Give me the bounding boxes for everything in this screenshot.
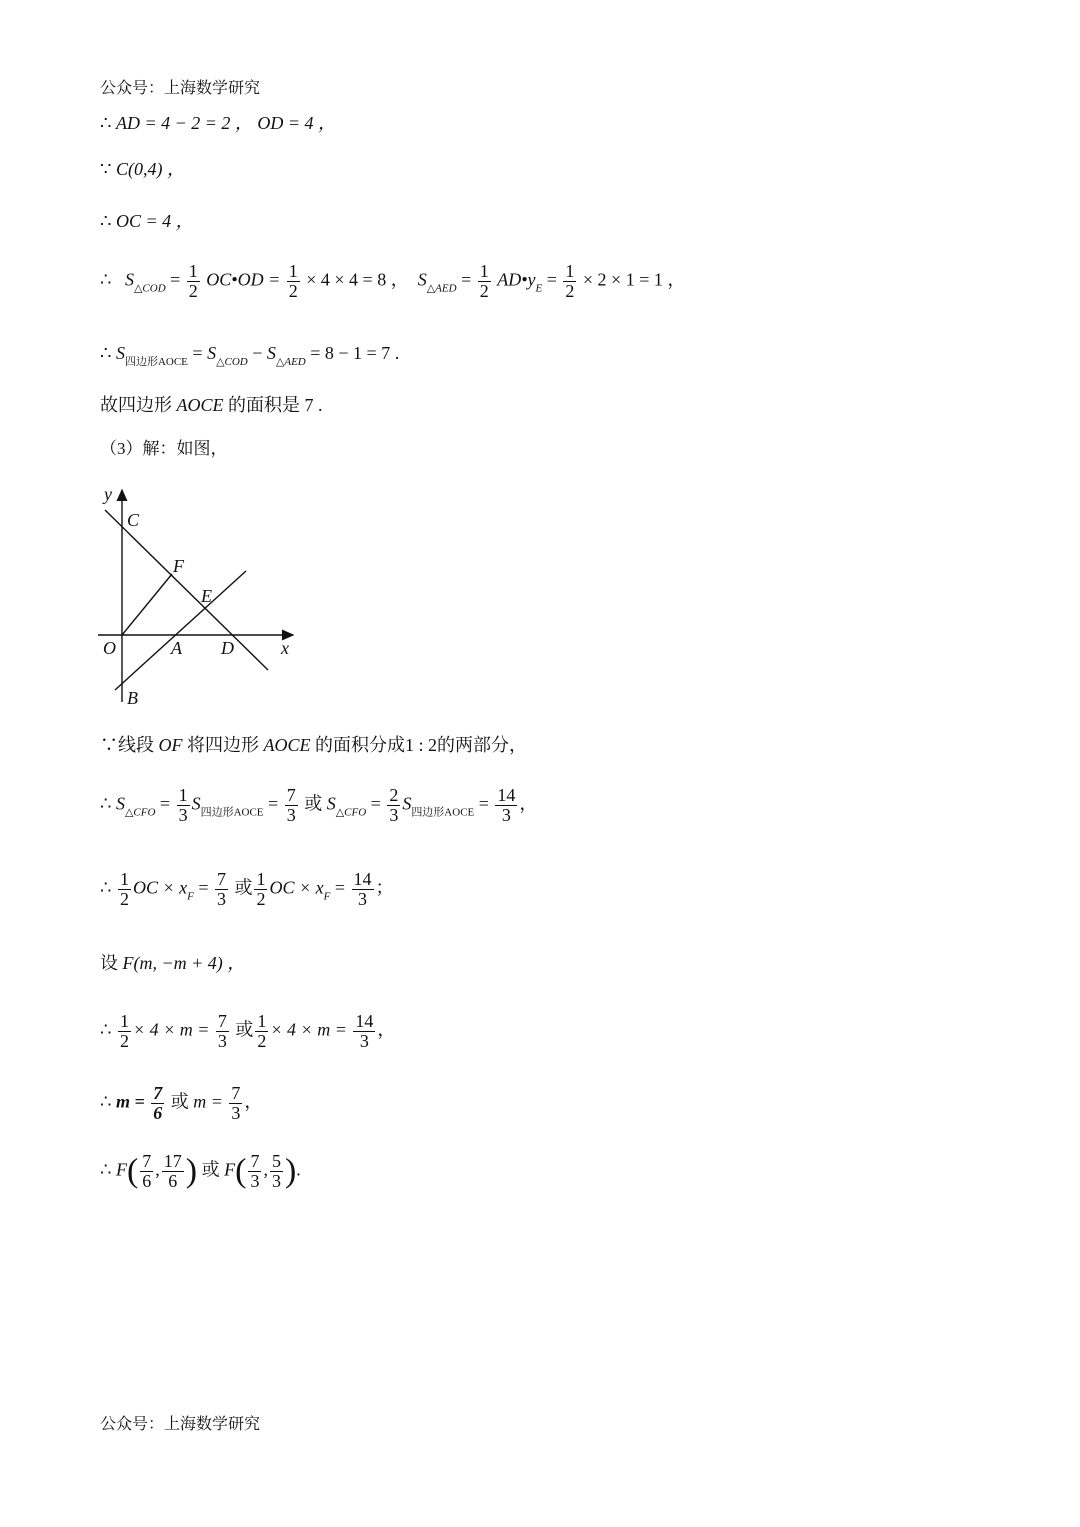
line-oc-xf: ∴ $\frac{1}{2}$ OC × $x_F$ = $\frac{7}{3}$ 或 $\frac{1}{2}$ OC × $x_F$ = $\frac{14}{3}$ ； xyxy=(100,869,394,909)
line-ad-od: ∴ AD = 4 − 2 = 2 ， OD = 4 ， xyxy=(100,113,337,133)
line-area-cod-aed: ∴ $S_{\triangle COD}$ = $\frac{1}{2}$ OC•OD = $\frac{1}{2}$ × 4 × 4 = 8 ， $S_{\triangle AED}$ = $\frac{1}{2}$ $AD•y_E$ = $\frac{1}{2}$ × 2 × 1 = 1 ， xyxy=(100,261,686,301)
line-solve-m: ∴ $\frac{1}{2}$ × 4 × m = $\frac{7}{3}$ 或 $\frac{1}{2}$ × 4 × m = $\frac{14}{3}$ ， xyxy=(100,1011,396,1051)
line-cd xyxy=(105,510,268,670)
label-a: A xyxy=(171,638,182,658)
label-e: E xyxy=(201,586,212,606)
label-o: O xyxy=(103,638,116,658)
fraction: $\frac{7}{3}$ xyxy=(216,869,226,909)
label-x: x xyxy=(281,638,289,658)
fraction: $\frac{1}{2}$ xyxy=(288,261,298,301)
expr-f-coord: F(m, −m + 4) ， xyxy=(122,953,246,973)
line-ab xyxy=(115,571,246,690)
fraction: $\frac{1}{2}$ xyxy=(565,261,575,301)
label-d: D xyxy=(221,638,234,658)
fraction: $\frac{14}{3}$ xyxy=(355,1011,374,1051)
fraction: $\frac{1}{2}$ xyxy=(257,1011,267,1051)
footer-source: 公众号：上海数学研究 xyxy=(100,1414,261,1433)
line-m-values: ∴ m = $\frac{7}{6}$ 或 m = $\frac{7}{3}$ ， xyxy=(100,1083,263,1123)
fraction: $\frac{7}{3}$ xyxy=(250,1151,260,1191)
label-f: F xyxy=(173,556,184,576)
fraction: $\frac{1}{2}$ xyxy=(188,261,198,301)
expr-ad-od: AD = 4 − 2 = 2 ， OD = 4 ， xyxy=(115,113,337,133)
segment-of xyxy=(122,574,172,635)
fraction: $\frac{17}{6}$ xyxy=(163,1151,182,1191)
fraction: $\frac{7}{6}$ xyxy=(153,1083,163,1123)
line-of-splits: ∵线段 OF 将四边形 AOCE 的面积分成1 : 2的两部分， xyxy=(100,735,528,755)
fraction: $\frac{7}{3}$ xyxy=(286,785,296,825)
header-source: 公众号：上海数学研究 xyxy=(100,78,261,97)
fraction: $\frac{7}{3}$ xyxy=(231,1083,241,1123)
fraction: $\frac{5}{3}$ xyxy=(271,1151,281,1191)
line-area-aoce: ∴ $S_{四边形AOCE} = S_{\triangle COD} - S_{\triangle AED} = 8 - 1 = 7$ . xyxy=(100,343,400,368)
fraction: $\frac{2}{3}$ xyxy=(389,785,399,825)
label-b: B xyxy=(127,688,138,708)
expr-c-coord: C(0,4) ， xyxy=(115,159,185,179)
line-c-coord: ∵ C(0,4) ， xyxy=(100,159,185,179)
fraction: $\frac{1}{2}$ xyxy=(479,261,489,301)
line-area-cfo: ∴ $S_{\triangle CFO}$ = $\frac{1}{3}$ $S_{四边形AOCE}$ = $\frac{7}{3}$ 或 $S_{\triangle CFO}$ = $\frac{2}{3}$ $S_{四边形AOCE}$ = $\frac{14}{3}$ ， xyxy=(100,785,538,825)
label-y: y xyxy=(104,484,112,504)
fraction: $\frac{1}{2}$ xyxy=(119,869,129,909)
expr-oc: OC = 4 ， xyxy=(115,211,194,231)
fraction: $\frac{1}{3}$ xyxy=(178,785,188,825)
line-set-f: 设 F(m, −m + 4) ， xyxy=(100,953,246,973)
line-conclusion: 故四边形 AOCE 的面积是 7 . xyxy=(100,395,323,415)
fraction: $\frac{7}{3}$ xyxy=(217,1011,227,1051)
line-f-answers: ∴ F( $\frac{7}{6}$ , $\frac{17}{6}$ ) 或 F( $\frac{7}{3}$ , $\frac{5}{3}$ ). xyxy=(100,1151,301,1191)
fraction: $\frac{7}{6}$ xyxy=(142,1151,152,1191)
fraction: $\frac{14}{3}$ xyxy=(497,785,516,825)
fraction: $\frac{14}{3}$ xyxy=(353,869,372,909)
line-part3: （3）解：如图， xyxy=(100,439,228,458)
label-c: C xyxy=(127,510,140,530)
fraction: $\frac{1}{2}$ xyxy=(119,1011,129,1051)
coordinate-figure xyxy=(95,480,305,710)
line-oc: ∴ OC = 4 ， xyxy=(100,211,194,231)
fraction: $\frac{1}{2}$ xyxy=(256,869,266,909)
